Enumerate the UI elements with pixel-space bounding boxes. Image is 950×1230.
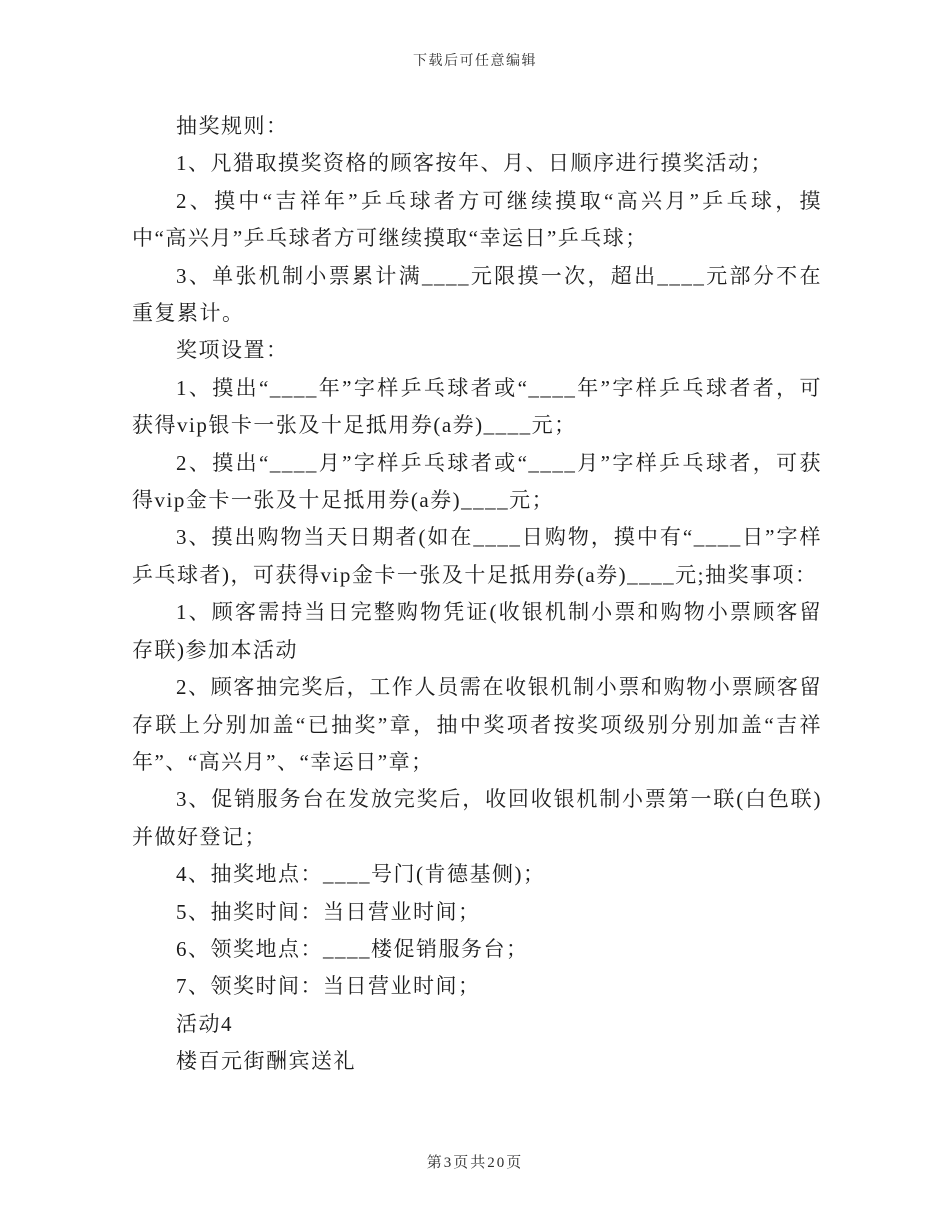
paragraph-activity-4: 活动4 <box>176 1011 233 1036</box>
document-body <box>132 108 822 1081</box>
paragraph-notice-1: 1、顾客需持当日完整购物凭证(收银机制小票和购物小票顾客留存联)参加本活动 <box>132 600 822 662</box>
paragraph-notice-5: 5、抽奖时间：当日营业时间； <box>176 899 481 924</box>
page-number: 第3页共20页 <box>426 1155 524 1171</box>
paragraph-notice-2: 2、顾客抽完奖后，工作人员需在收银机制小票和购物小票顾客留存联上分别加盖“已抽奖”章，抽中奖项者按奖项级别分别加盖“吉祥年”、“高兴月”、“幸运日”章； <box>132 675 822 774</box>
paragraph-notice-7: 7、领奖时间：当日营业时间； <box>176 974 481 999</box>
paragraph-prize-3: 3、摸出购物当天日期者(如在____日购物，摸中有“____日”字样乒乓球者)，可获得vip金卡一张及十足抵用券(a券)____元;抽奖事项： <box>132 525 822 587</box>
paragraph-prizes-title: 奖项设置： <box>176 338 289 363</box>
paragraph-notice-6: 6、领奖地点：____楼促销服务台； <box>176 936 529 961</box>
paragraph-rule-1: 1、凡猎取摸奖资格的顾客按年、月、日顺序进行摸奖活动； <box>176 151 773 176</box>
paragraph-prize-1: 1、摸出“____年”字样乒乓球者或“____年”字样乒乓球者者，可获得vip银卡一张及十足抵用券(a券)____元； <box>132 375 822 438</box>
paragraph-rule-3: 3、单张机制小票累计满____元限摸一次，超出____元部分不在重复累计。 <box>132 263 822 326</box>
paragraph-activity-4-title: 楼百元街酬宾送礼 <box>176 1049 356 1074</box>
paragraph-lottery-rules-title: 抽奖规则： <box>176 114 289 138</box>
paragraph-notice-4: 4、抽奖地点：____号门(肯德基侧)； <box>176 862 546 887</box>
paragraph-prize-2: 2、摸出“____月”字样乒乓球者或“____月”字样乒乓球者，可获得vip金卡一张及十足抵用券(a券)____元； <box>132 450 822 513</box>
header-note: 下载后可任意编辑 <box>413 54 537 69</box>
paragraph-rule-2: 2、摸中“吉祥年”乒乓球者方可继续摸取“高兴月”乒乓球，摸中“高兴月”乒乓球者方可继续摸取“幸运日”乒乓球； <box>132 188 822 251</box>
paragraph-notice-3: 3、促销服务台在发放完奖后，收回收银机制小票第一联(白色联)并做好登记； <box>132 787 822 849</box>
